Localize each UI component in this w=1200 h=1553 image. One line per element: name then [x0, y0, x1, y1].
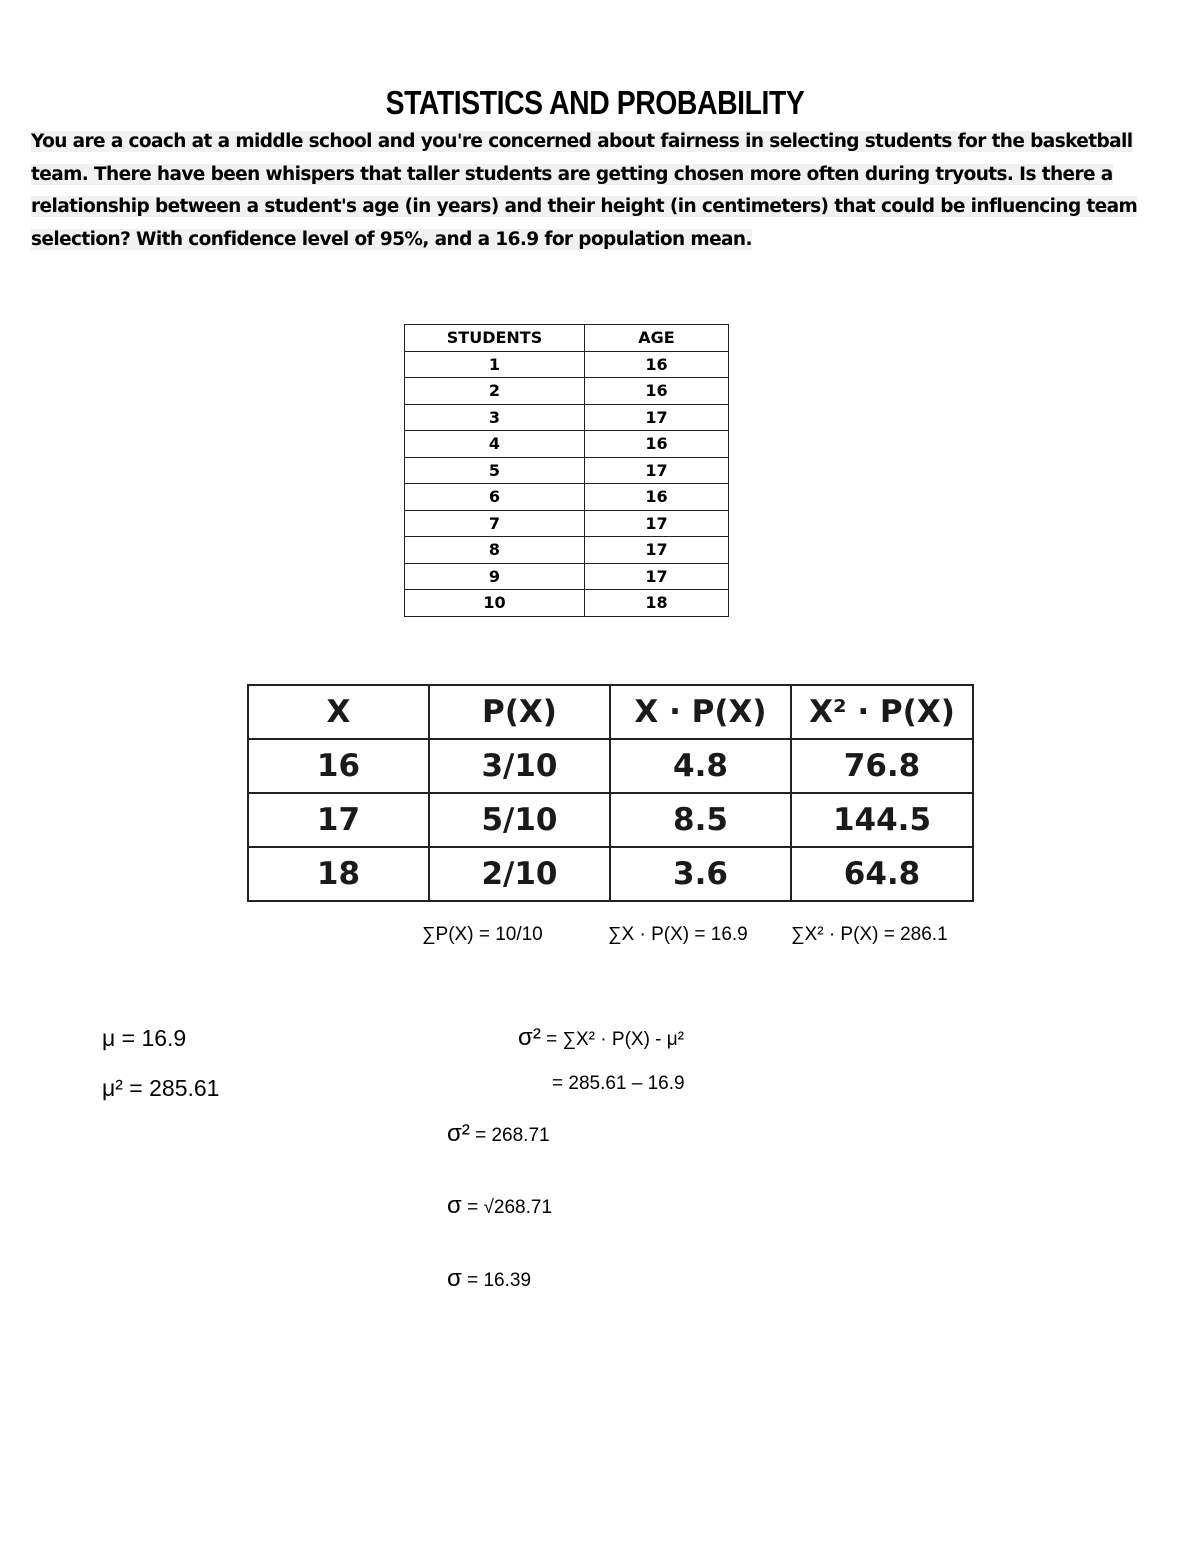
age-cell: 16 — [585, 484, 729, 511]
px-cell: 2/10 — [429, 847, 610, 901]
student-cell: 3 — [405, 404, 585, 431]
student-cell: 5 — [405, 457, 585, 484]
px-cell: 5/10 — [429, 793, 610, 847]
table-row — [405, 378, 729, 405]
header-x2px: X² · P(X) — [791, 685, 973, 739]
x-cell: 17 — [248, 793, 429, 847]
age-table-header-row — [405, 325, 729, 352]
x-cell: 18 — [248, 847, 429, 901]
table-row — [248, 793, 973, 847]
variance-formula — [518, 1024, 684, 1052]
sigma-symbol: σ — [447, 1192, 462, 1219]
header-px: P(X) — [429, 685, 610, 739]
sum-xpx: ∑X · P(X) = 16.9 — [608, 924, 748, 945]
student-cell: 4 — [405, 431, 585, 458]
age-cell: 17 — [585, 510, 729, 537]
age-cell: 17 — [585, 457, 729, 484]
variance-result — [447, 1120, 550, 1148]
std-dev-sqrt-text: = √268.71 — [461, 1197, 553, 1218]
sum-px: ∑P(X) = 10/10 — [422, 924, 543, 945]
table-row — [248, 739, 973, 793]
xpx-cell: 8.5 — [610, 793, 791, 847]
sigma-squared-symbol: σ² — [518, 1024, 541, 1051]
problem-statement — [31, 126, 1151, 256]
std-dev-result — [447, 1265, 531, 1293]
header-students: STUDENTS — [405, 325, 585, 352]
table-row — [405, 431, 729, 458]
mu-value: μ = 16.9 — [102, 1025, 187, 1051]
table-row — [405, 563, 729, 590]
std-dev-sqrt — [447, 1192, 552, 1220]
prob-table-header-row — [248, 685, 973, 739]
table-row — [405, 484, 729, 511]
age-cell: 16 — [585, 378, 729, 405]
student-cell: 9 — [405, 563, 585, 590]
table-row — [405, 404, 729, 431]
xpx-cell: 3.6 — [610, 847, 791, 901]
student-cell: 8 — [405, 537, 585, 564]
x-cell: 16 — [248, 739, 429, 793]
page-title: STATISTICS AND PROBABILITY — [385, 84, 805, 121]
std-dev-result-text: = 16.39 — [461, 1270, 532, 1291]
px-cell: 3/10 — [429, 739, 610, 793]
header-xpx: X · P(X) — [610, 685, 791, 739]
age-cell: 18 — [585, 590, 729, 617]
variance-formula-text: = ∑X² · P(X) - μ² — [540, 1029, 685, 1050]
sigma-symbol: σ — [447, 1265, 462, 1292]
student-cell: 1 — [405, 351, 585, 378]
table-row — [405, 590, 729, 617]
student-cell: 2 — [405, 378, 585, 405]
age-cell: 17 — [585, 404, 729, 431]
table-row — [248, 847, 973, 901]
age-cell: 17 — [585, 537, 729, 564]
x2px-cell: 76.8 — [791, 739, 973, 793]
mu-squared-value: μ² = 285.61 — [102, 1075, 220, 1101]
student-cell: 6 — [405, 484, 585, 511]
sum-x2px: ∑X² · P(X) = 286.1 — [791, 924, 948, 945]
variance-result-text: = 268.71 — [469, 1125, 550, 1146]
header-x: X — [248, 685, 429, 739]
sigma-squared-symbol: σ² — [447, 1120, 470, 1147]
probability-table — [247, 684, 974, 902]
age-cell: 16 — [585, 431, 729, 458]
table-row — [405, 537, 729, 564]
x2px-cell: 144.5 — [791, 793, 973, 847]
xpx-cell: 4.8 — [610, 739, 791, 793]
table-row — [405, 510, 729, 537]
student-cell: 7 — [405, 510, 585, 537]
variance-substitution: = 285.61 – 16.9 — [552, 1073, 685, 1094]
table-row — [405, 457, 729, 484]
header-age: AGE — [585, 325, 729, 352]
age-cell: 16 — [585, 351, 729, 378]
x2px-cell: 64.8 — [791, 847, 973, 901]
problem-text: You are a coach at a middle school and you're concerned about fairness in selecting students for the basketball team. There have been whispers that taller students are getting chosen more often during tryouts. Is there a relationship between a student's age (in years) and their height (in centimeters) that could be influencing team selection? With confidence level of 95%, and a 16.9 for population mean. — [31, 131, 1138, 250]
table-row — [405, 351, 729, 378]
age-table — [404, 324, 729, 617]
age-cell: 17 — [585, 563, 729, 590]
student-cell: 10 — [405, 590, 585, 617]
